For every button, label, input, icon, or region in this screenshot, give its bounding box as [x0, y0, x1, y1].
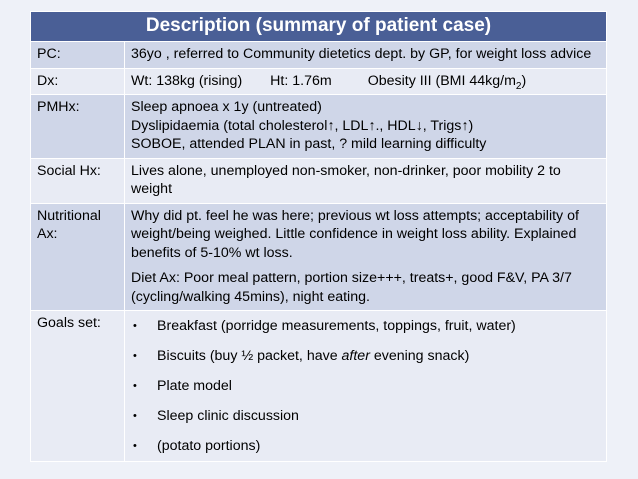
dx-weight: Wt: 138kg (rising) [131, 72, 243, 89]
pc-text: 36yo , referred to Community dietetics dept. by GP, for weight loss advice [125, 42, 607, 69]
table-row-pmhx [31, 95, 607, 159]
table-row-dx [31, 68, 607, 95]
dx-height: Ht: 1.76m [270, 72, 332, 89]
bullet-icon: • [133, 380, 137, 392]
diet-ax-para: Diet Ax: Poor meal pattern, portion size+++, treats+, good F&V, PA 3/7 (cycling/walking 45mins), night eating. [131, 270, 572, 305]
bullet-icon: • [133, 440, 137, 452]
nutritional-text [125, 203, 607, 311]
list-item: • Biscuits (buy ½ packet, have after evening snack) [133, 348, 470, 364]
list-item: • Plate model [133, 378, 232, 394]
table-row-pc [31, 42, 607, 69]
nutritional-para: Why did pt. feel he was here; previous wt loss attempts; acceptability of weight/being weighed. Little confidence in weight loss ability. Explained benefits of 5-10% wt loss. [131, 207, 579, 261]
pmhx-line: SOBOE, attended PLAN in past, ? mild learning difficulty [131, 136, 487, 152]
list-item: • Sleep clinic discussion [133, 408, 299, 424]
social-text: Lives alone, unemployed non-smoker, non-drinker, poor mobility 2 to weight [125, 158, 607, 203]
goals-label: Goals set: [31, 311, 125, 462]
pmhx-label: PMHx: [31, 95, 125, 159]
patient-case-table [30, 11, 607, 462]
bullet-icon: • [133, 410, 137, 422]
table-title: Description (summary of patient case) [31, 12, 607, 42]
dx-values [125, 68, 607, 95]
pmhx-line: Sleep apnoea x 1y (untreated) [131, 99, 322, 115]
pc-label: PC: [31, 42, 125, 69]
bullet-icon: • [133, 320, 137, 332]
bullet-icon: • [133, 350, 137, 362]
table-row-nutritional [31, 203, 607, 311]
list-item: • Breakfast (porridge measurements, toppings, fruit, water) [133, 318, 516, 334]
nutritional-label: Nutritional Ax: [31, 203, 125, 311]
pmhx-line: Dyslipidaemia (total cholesterol↑, LDL↑., HDL↓, Trigs↑) [131, 117, 474, 134]
goals-list-cell [125, 311, 607, 462]
goals-list [131, 317, 600, 461]
pmhx-text [125, 95, 607, 159]
dx-label: Dx: [31, 68, 125, 95]
list-item: • (potato portions) [133, 438, 261, 454]
social-label: Social Hx: [31, 158, 125, 203]
table-row-social [31, 158, 607, 203]
dx-obesity: Obesity III (BMI $44kg/m_2$) [367, 72, 527, 92]
table-row-goals [31, 311, 607, 462]
